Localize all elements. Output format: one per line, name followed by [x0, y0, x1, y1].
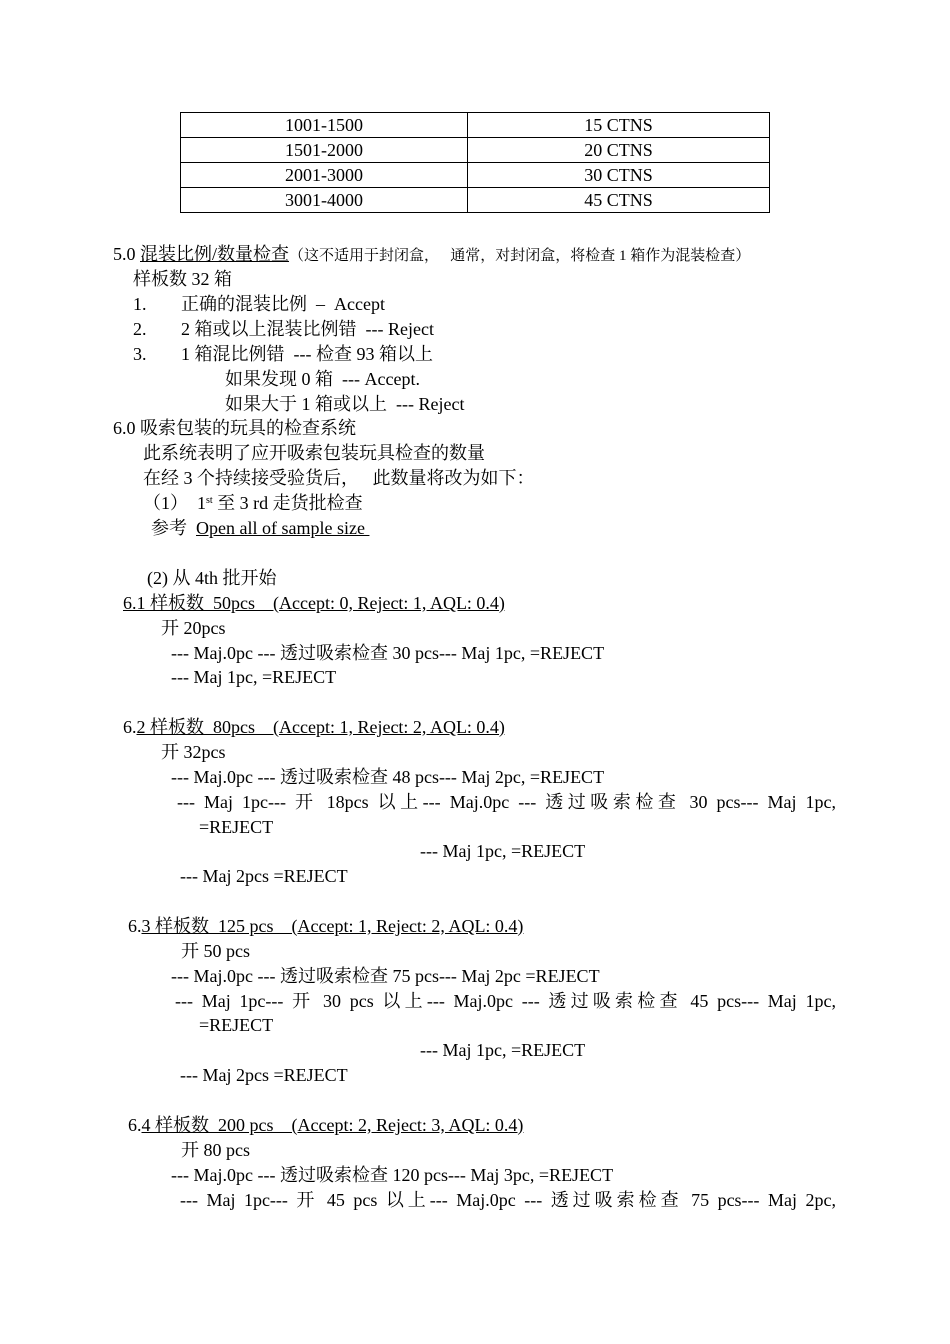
- section-5-item-3-reject: 如果大于 1 箱或以上 --- Reject: [225, 394, 465, 414]
- section-6-reference: [151, 516, 369, 540]
- quantity-range-cell: 2001-3000: [181, 163, 468, 188]
- section-5-item-3: 1 箱混比例错 --- 检查 93 箱以上: [181, 344, 433, 364]
- section-6-2-line-3: --- Maj 1pc, =REJECT: [420, 841, 586, 861]
- section-6-3-line-4: --- Maj 2pcs =REJECT: [180, 1065, 348, 1085]
- carton-count-cell: 15 CTNS: [468, 113, 770, 138]
- section-6-2-line-2: --- Maj 1pc--- 开 18pcs 以上--- Maj.0pc --- 透过吸索检查 30 pcs--- Maj 1pc,: [177, 792, 836, 812]
- section-6-3-line-2: --- Maj 1pc--- 开 30 pcs 以上--- Maj.0pc --- 透过吸索检查 45 pcs--- Maj 1pc,: [175, 991, 836, 1011]
- section-5-item-1-number: 1.: [133, 294, 147, 314]
- section-6-3-line-2-continued: =REJECT: [199, 1015, 274, 1035]
- section-6-4-heading-text: 4 样板数 200 pcs (Accept: 2, Reject: 3, AQL: 0.4): [141, 1115, 524, 1135]
- section-6-4-line-1: --- Maj.0pc --- 透过吸索检查 120 pcs--- Maj 3pc, =REJECT: [171, 1165, 614, 1185]
- section-6-4-open: 开 80 pcs: [181, 1140, 250, 1160]
- table-row: [181, 163, 770, 188]
- section-6-1-open: 开 20pcs: [161, 618, 226, 638]
- section-6-2-line-4: --- Maj 2pcs =REJECT: [180, 866, 348, 886]
- quantity-range-cell: 1501-2000: [181, 138, 468, 163]
- bullet-1-suffix: 至 3 rd 走货批检查: [212, 493, 363, 513]
- table-row: [181, 113, 770, 138]
- section-6-2-open: 开 32pcs: [161, 742, 226, 762]
- section-6-heading: 6.0 吸索包装的玩具的检查系统: [113, 418, 356, 438]
- section-6-3-open: 开 50 pcs: [181, 941, 250, 961]
- section-6-3-line-1: --- Maj.0pc --- 透过吸索检查 75 pcs--- Maj 2pc =REJECT: [171, 966, 600, 986]
- quantity-range-cell: 1001-1500: [181, 113, 468, 138]
- section-6-bullet-2: (2) 从 4th 批开始: [147, 568, 277, 588]
- quantity-range-cell: 3001-4000: [181, 188, 468, 213]
- carton-count-cell: 20 CTNS: [468, 138, 770, 163]
- carton-count-cell: 30 CTNS: [468, 163, 770, 188]
- section-5-item-1: 正确的混装比例 – Accept: [181, 294, 385, 314]
- section-5-item-2: 2 箱或以上混装比例错 --- Reject: [181, 319, 434, 339]
- section-6-3-heading-text: 3 样板数 125 pcs (Accept: 1, Reject: 2, AQL: 0.4): [141, 916, 524, 936]
- reference-label: 参考: [151, 518, 196, 538]
- section-6-2-line-2-continued: =REJECT: [199, 817, 274, 837]
- table-row: [181, 138, 770, 163]
- carton-count-cell: 45 CTNS: [468, 188, 770, 213]
- section-6-4-line-2: --- Maj 1pc--- 开 45 pcs 以上--- Maj.0pc --- 透过吸索检查 75 pcs--- Maj 2pc,: [180, 1190, 836, 1210]
- section-6-2-heading-text: 2 样板数 80pcs (Accept: 1, Reject: 2, AQL: 0.4): [136, 717, 505, 737]
- section-5-heading: [113, 242, 750, 266]
- section-6-paragraph-2: 在经 3 个持续接受验货后， 此数量将改为如下：: [143, 468, 535, 488]
- carton-quantity-table: [180, 112, 770, 213]
- section-6-1-line-2: --- Maj 1pc, =REJECT: [171, 667, 337, 687]
- section-6-2-heading: [123, 715, 505, 739]
- section-5-item-3-number: 3.: [133, 344, 147, 364]
- section-6-2-line-1: --- Maj.0pc --- 透过吸索检查 48 pcs--- Maj 2pc, =REJECT: [171, 767, 605, 787]
- carton-table-body: [181, 113, 770, 213]
- section-5-item-3-accept: 如果发现 0 箱 --- Accept.: [225, 369, 420, 389]
- section-5-note: （这不适用于封闭盒， 通常，对封闭盒，将检查 1 箱作为混装检查）: [289, 248, 751, 264]
- section-5-title: 混装比例/数量检查: [140, 244, 290, 264]
- section-6-2-heading-prefix: 6.: [123, 717, 137, 737]
- table-row: [181, 188, 770, 213]
- section-5-item-2-number: 2.: [133, 319, 147, 339]
- section-6-paragraph-1: 此系统表明了应开吸索包装玩具检查的数量: [143, 443, 485, 463]
- section-5-number: 5.0: [113, 244, 140, 264]
- section-6-3-heading-prefix: 6.: [128, 916, 142, 936]
- section-6-3-heading: [128, 914, 523, 938]
- section-6-4-heading: [128, 1113, 523, 1137]
- section-5-sample-count: 样板数 32 箱: [133, 269, 232, 289]
- section-6-4-heading-prefix: 6.: [128, 1115, 142, 1135]
- reference-link-text: Open all of sample size: [196, 518, 370, 538]
- section-6-bullet-1: [143, 491, 363, 515]
- bullet-1-prefix: （1） 1: [143, 493, 206, 513]
- bullet-1-superscript: st: [206, 495, 213, 506]
- section-6-1-heading: 6.1 样板数 50pcs (Accept: 0, Reject: 1, AQL: 0.4): [123, 593, 505, 613]
- section-6-1-line-1: --- Maj.0pc --- 透过吸索检查 30 pcs--- Maj 1pc, =REJECT: [171, 643, 605, 663]
- section-6-3-line-3: --- Maj 1pc, =REJECT: [420, 1040, 586, 1060]
